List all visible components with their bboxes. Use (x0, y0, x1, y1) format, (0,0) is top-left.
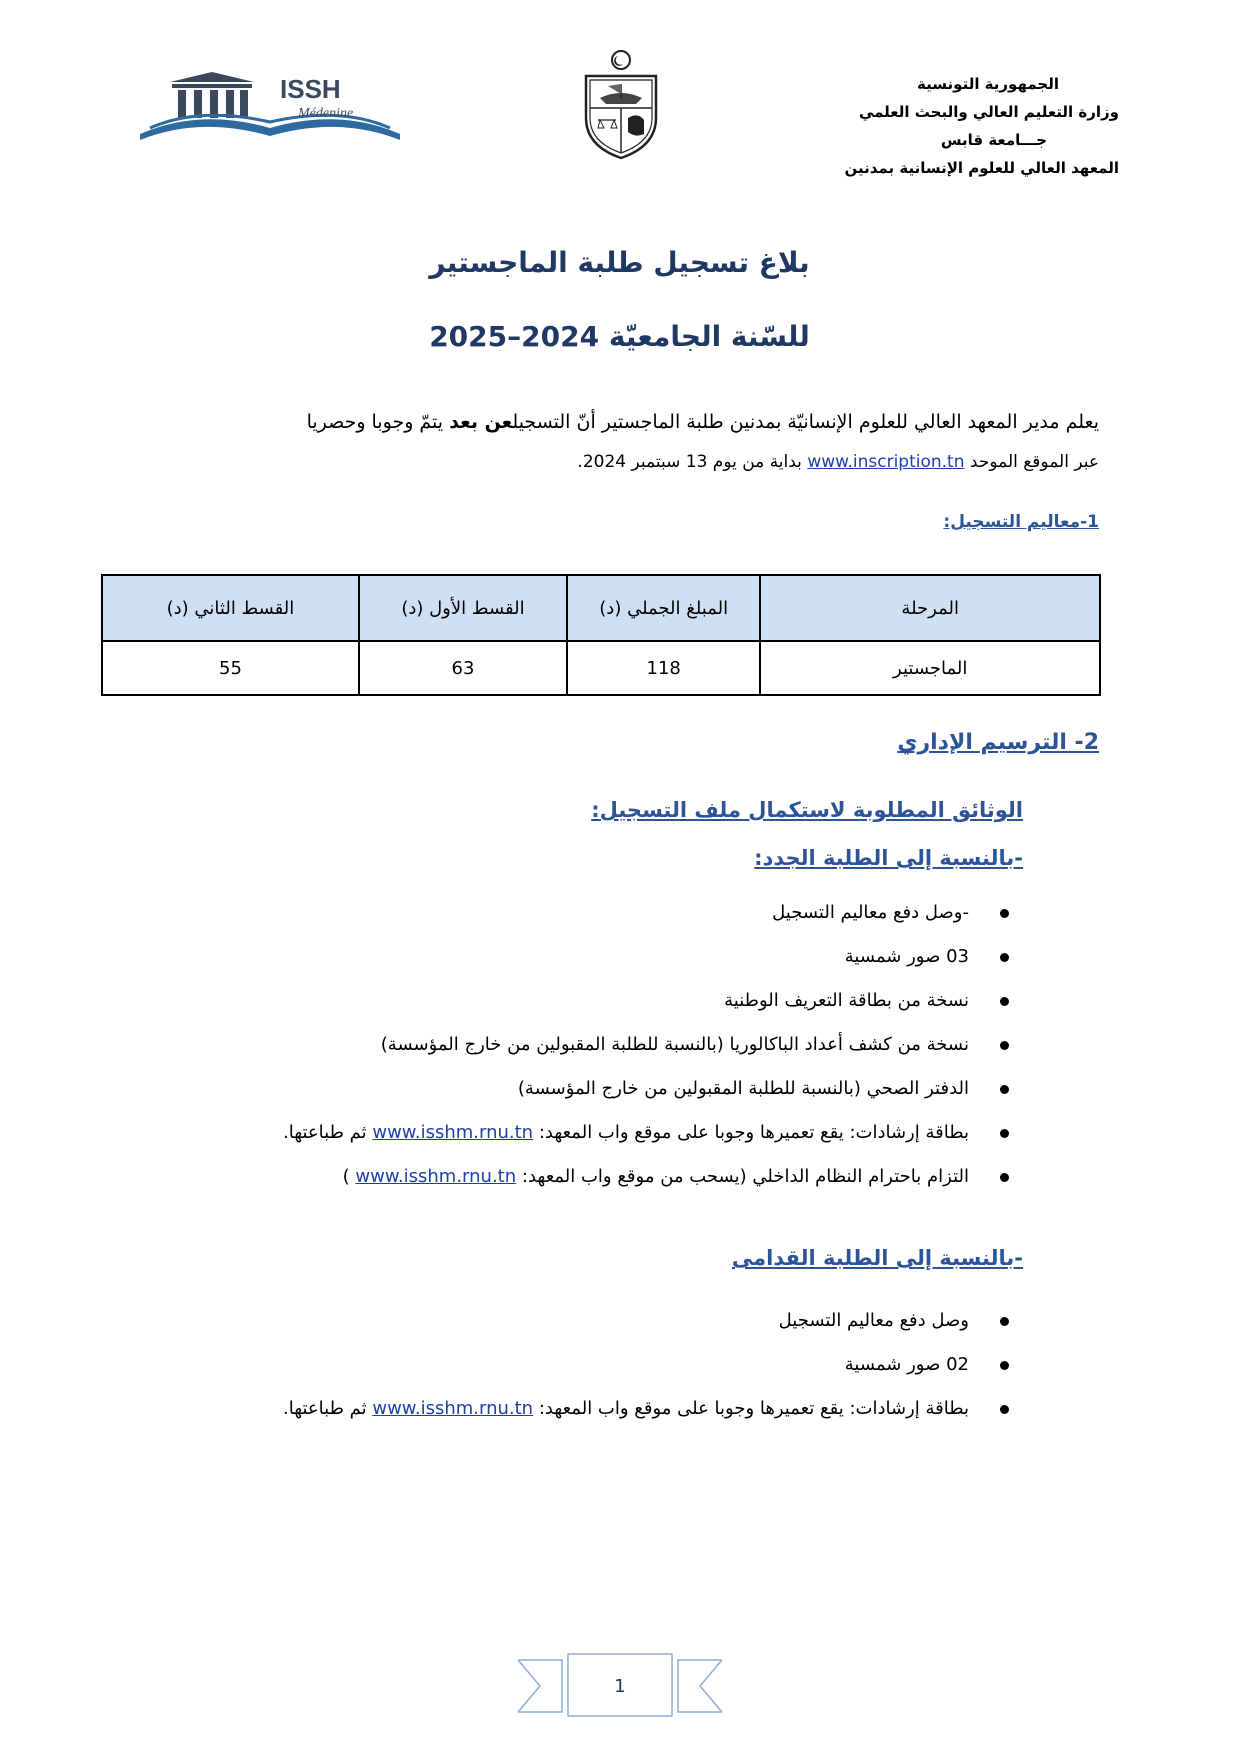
bullet-icon (1000, 997, 1009, 1006)
table-header-cell: المبلغ الجملي (د) (567, 575, 760, 641)
section-admin-heading: 2- الترسيم الإداري (897, 730, 1099, 755)
fees-table (101, 574, 1101, 696)
logo-text: ISSH (280, 74, 341, 104)
old-students-heading: -بالنسبة إلى الطلبة القدامى (731, 1246, 1023, 1270)
table-row (102, 641, 1100, 695)
table-header-cell: المرحلة (760, 575, 1100, 641)
table-header-cell: القسط الثاني (د) (102, 575, 359, 641)
table-cell: 55 (102, 641, 359, 695)
list-item: الدفتر الصحي (بالنسبة للطلبة المقبولين من خارج المؤسسة) (283, 1074, 969, 1118)
page-number: 1 (614, 1676, 626, 1697)
intro-line-2: عبر الموقع الموحد www.inscription.tn بداية من يوم 13 سبتمبر 2024. (577, 452, 1099, 472)
issh-logo (140, 68, 400, 148)
bullet-icon (1000, 1317, 1009, 1326)
inscription-link[interactable]: www.inscription.tn (807, 452, 965, 472)
header-institution (699, 70, 1119, 182)
list-item: -وصل دفع معاليم التسجيل (283, 898, 969, 942)
list-item: بطاقة إرشادات: يقع تعميرها وجوبا على موقع واب المعهد: www.isshm.rnu.tn ثم طباعتها. (283, 1118, 969, 1162)
bullet-icon (1000, 909, 1009, 918)
list-item: التزام باحترام النظام الداخلي (يسحب من موقع واب المعهد: www.isshm.rnu.tn ) (283, 1162, 969, 1206)
new-students-heading: -بالنسبة إلى الطلبة الجدد: (754, 846, 1023, 870)
isshm-link[interactable]: www.isshm.rnu.tn (372, 1122, 534, 1143)
isshm-link[interactable]: www.isshm.rnu.tn (372, 1398, 534, 1419)
table-header-row (102, 575, 1100, 641)
tunisia-emblem-icon (578, 48, 664, 160)
table-cell: الماجستير (760, 641, 1100, 695)
header-institute: المعهد العالي للعلوم الإنسانية بمدنين (844, 159, 1119, 177)
intro-bold: عن بعد (449, 411, 513, 433)
header-ministry: وزارة التعليم العالي والبحث العلمي (858, 103, 1119, 121)
header-republic: الجمهورية التونسية (917, 75, 1059, 93)
required-docs-heading: الوثائق المطلوبة لاستكمال ملف التسجيل: (591, 798, 1023, 822)
isshm-link[interactable]: www.isshm.rnu.tn (355, 1166, 517, 1187)
list-item: بطاقة إرشادات: يقع تعميرها وجوبا على موقع واب المعهد: www.isshm.rnu.tn ثم طباعتها. (283, 1394, 969, 1438)
bullet-icon (1000, 1405, 1009, 1414)
old-students-list (283, 1306, 969, 1438)
intro-paragraph (139, 402, 1099, 482)
bullet-icon (1000, 1085, 1009, 1094)
bullet-icon (1000, 1129, 1009, 1138)
section-fees-heading: 1-معاليم التسجيل: (943, 512, 1099, 532)
notice-title: بلاغ تسجيل طلبة الماجستير (429, 246, 810, 279)
table-header-cell: القسط الأول (د) (359, 575, 567, 641)
bullet-icon (1000, 1041, 1009, 1050)
academic-year-title: للسّنة الجامعيّة 2024–2025 (429, 320, 810, 353)
table-cell: 63 (359, 641, 567, 695)
bullet-icon (1000, 1361, 1009, 1370)
table-cell: 118 (567, 641, 760, 695)
list-item: وصل دفع معاليم التسجيل (283, 1306, 969, 1350)
logo-subtext: Médenine (298, 106, 354, 121)
intro-line-1: يعلم مدير المعهد العالي للعلوم الإنسانيّة بمدنين طلبة الماجستير أنّ التسجيلعن بعد يتمّ وجوبا وحصريا (306, 411, 1099, 433)
list-item: نسخة من بطاقة التعريف الوطنية (283, 986, 969, 1030)
list-item: 03 صور شمسية (283, 942, 969, 986)
header-university: جـــامعة قابس (940, 131, 1047, 149)
bullet-icon (1000, 1173, 1009, 1182)
bullet-icon (1000, 953, 1009, 962)
list-item: نسخة من كشف أعداد الباكالوريا (بالنسبة للطلبة المقبولين من خارج المؤسسة) (283, 1030, 969, 1074)
list-item: 02 صور شمسية (283, 1350, 969, 1394)
new-students-list (283, 898, 969, 1206)
